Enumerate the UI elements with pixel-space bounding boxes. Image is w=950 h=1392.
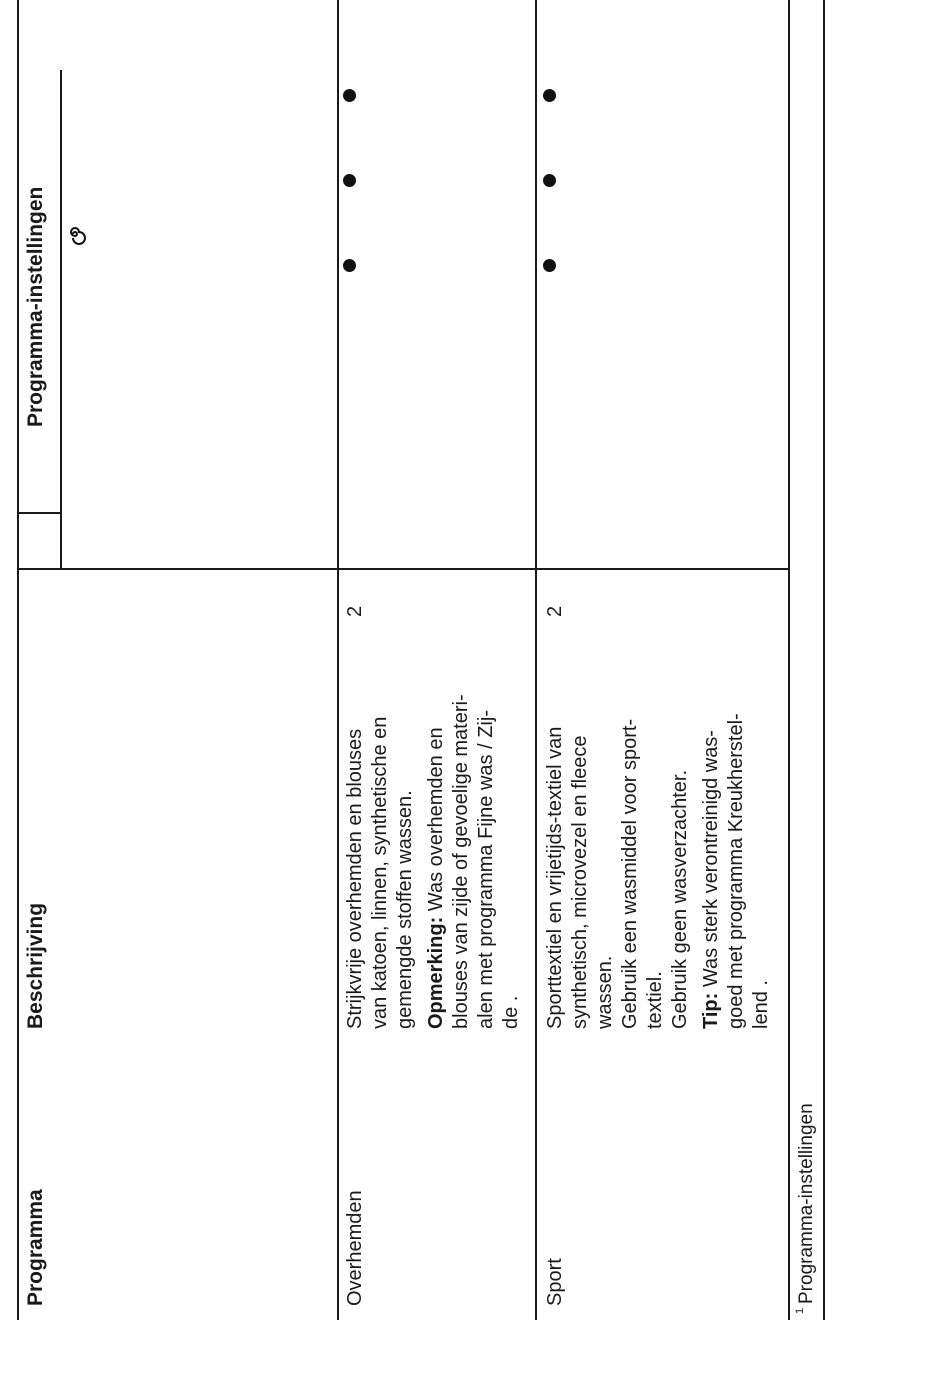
- spiral-icon: [64, 223, 92, 245]
- header-instellingen: Programma-instellingen: [24, 186, 47, 427]
- column-divider: [17, 568, 788, 570]
- setting-dot: [543, 89, 556, 102]
- description-line: van katoen, linnen, synthetische en: [369, 716, 391, 1029]
- table-top-border: [17, 0, 19, 1320]
- description-line: Strijkvrije overhemden en blouses: [344, 728, 366, 1029]
- note-line: goed met programma Kreukherstel-: [725, 713, 747, 1029]
- row-sport-top-border: [535, 0, 537, 1320]
- value-cell: 2: [544, 605, 566, 617]
- programma-cell: Sport: [544, 1258, 566, 1306]
- note-text: Was sterk verontreinigd was-: [700, 730, 722, 993]
- setting-dot: [543, 174, 556, 187]
- footnote-border: [823, 0, 825, 1320]
- note-line: lend .: [750, 980, 772, 1029]
- settings-subheader-line: [60, 70, 62, 570]
- header-programma: Programma: [24, 1189, 47, 1306]
- note-line: alen met programma Fijne was / Zij-: [475, 710, 497, 1029]
- setting-dot: [343, 174, 356, 187]
- description-line: Gebruik een wasmiddel voor sport-: [619, 718, 641, 1029]
- description-line: textiel.: [644, 971, 666, 1029]
- note-line: [424, 727, 449, 1029]
- note-text: Was overhemden en: [425, 727, 447, 917]
- setting-dot: [343, 89, 356, 102]
- programma-cell: Overhemden: [344, 1190, 366, 1306]
- row-overhemden-top-border: [337, 0, 339, 1320]
- note-line: blouses van zijde of gevoelige materi-: [450, 694, 472, 1029]
- description-line: Gebruik geen wasverzachter.: [669, 769, 691, 1029]
- value-cell: 2: [344, 605, 366, 617]
- table-bottom-border: [788, 0, 790, 1320]
- note-line: [699, 730, 724, 1029]
- note-label: Opmerking:: [425, 916, 447, 1029]
- header-beschrijving: Beschrijving: [24, 902, 47, 1029]
- footnote-text: Programma-instellingen: [796, 1103, 817, 1304]
- description-line: Sporttextiel en vrijetijds-textiel van: [544, 726, 566, 1029]
- description-line: wassen.: [594, 955, 616, 1029]
- footnote-marker: 1: [794, 1307, 806, 1314]
- description-line: synthetisch, microvezel en fleece: [569, 735, 591, 1029]
- note-line: de .: [500, 995, 522, 1029]
- settings-subheader-divider: [17, 512, 61, 514]
- note-label: Tip:: [700, 992, 722, 1029]
- description-line: gemengde stoffen wassen.: [394, 790, 416, 1029]
- setting-dot: [543, 259, 556, 272]
- setting-dot: [343, 259, 356, 272]
